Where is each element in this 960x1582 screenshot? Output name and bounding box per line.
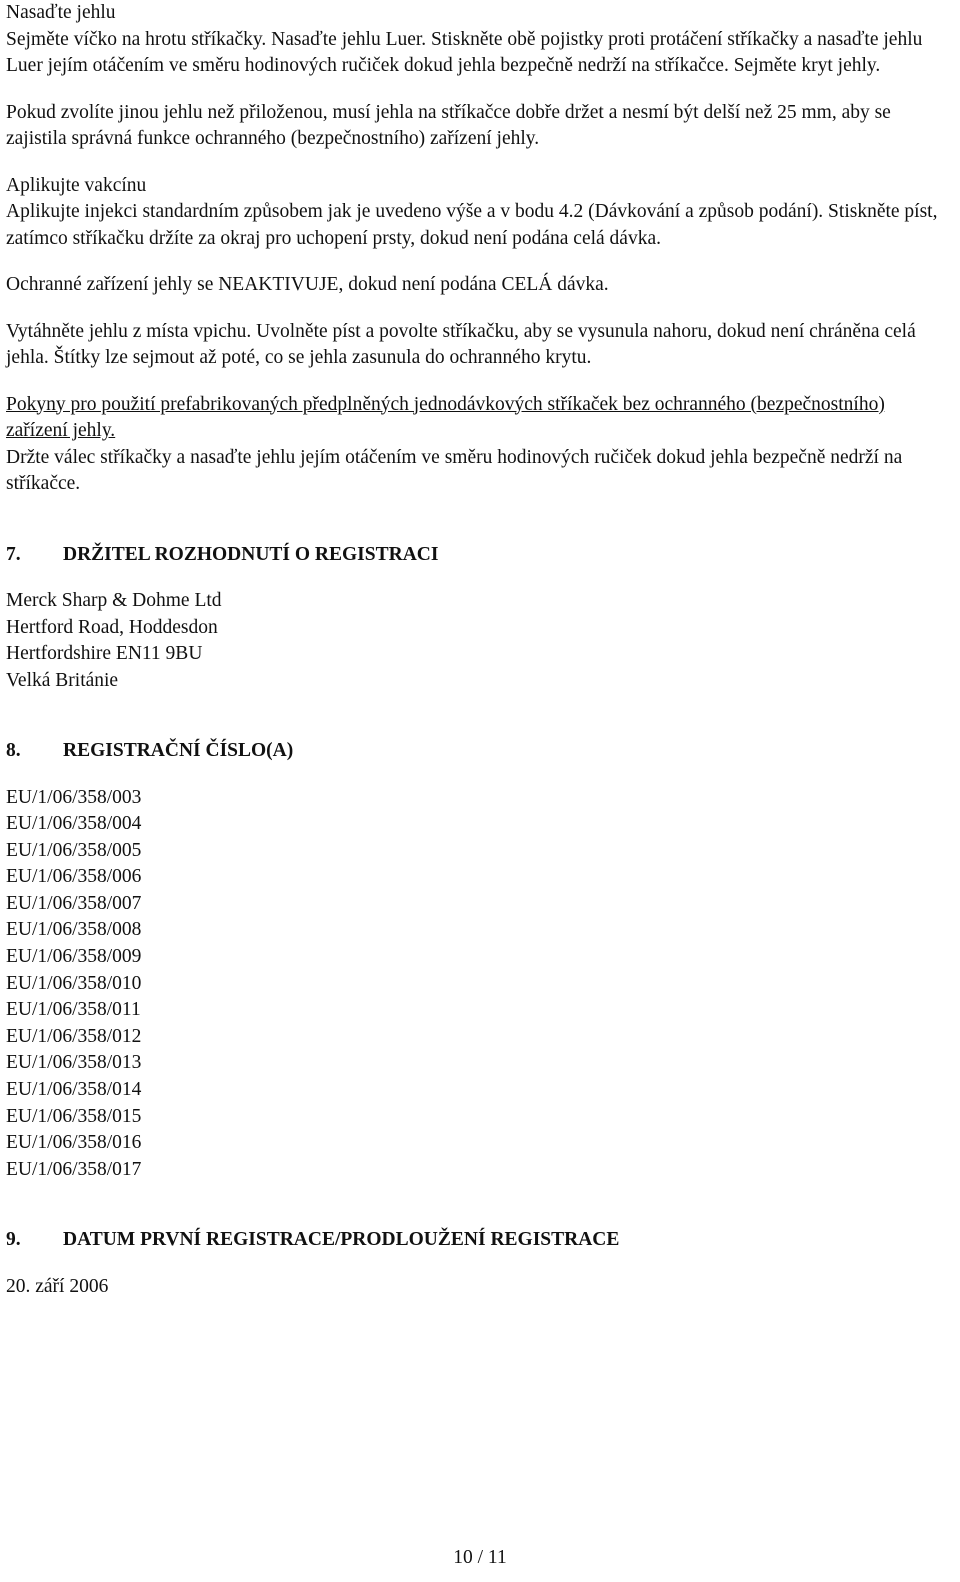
apply-section-title: Aplikujte vakcínu <box>6 174 147 196</box>
needle-section-title: Nasaďte jehlu <box>6 2 116 23</box>
registration-number: EU/1/06/358/015 <box>6 1105 142 1127</box>
section7-title: DRŽITEL ROZHODNUTÍ O REGISTRACI <box>63 543 439 565</box>
section9-heading <box>6 1227 951 1254</box>
section8-title: REGISTRAČNÍ ČÍSLO(A) <box>63 740 294 761</box>
registration-number: EU/1/06/358/012 <box>6 1025 142 1047</box>
section7-number: 7. <box>6 543 21 565</box>
apply-section-text: Aplikujte injekci standardním způsobem jak je uvedeno výše a v bodu 4.2 (Dávkování a způsob podání). Stiskněte píst, zatímco stříkačku držíte za okraj pro uchopení prsty, dokud není podána celá dávka. <box>6 201 938 249</box>
needle-section <box>6 0 951 80</box>
needle-section-text: Sejměte víčko na hrotu stříkačky. Nasaďte jehlu Luer. Stiskněte obě pojistky proti protáčení stříkačky a nasaďte jehlu Luer jejím otáčením ve směru hodinových ručiček dokud jehla bezpečně nedrží na stříkačce. Sejměte kryt jehly. <box>6 28 923 76</box>
registration-number: EU/1/06/358/006 <box>6 866 142 888</box>
section8-heading <box>6 738 951 765</box>
protection-note: Ochranné zařízení jehly se NEAKTIVUJE, dokud není podána CELÁ dávka. <box>6 274 609 295</box>
no-protection-text: Držte válec stříkačky a nasaďte jehlu jejím otáčením ve směru hodinových ručiček dokud jehla bezpečně nedrží na stříkačce. <box>6 446 903 494</box>
needle-note: Pokud zvolíte jinou jehlu než přiloženou, musí jehla na stříkačce dobře držet a nesmí být delší než 25 mm, aby se zajistila správná funkce ochranného (bezpečnostního) zařízení jehly. <box>6 101 891 149</box>
no-protection-section <box>6 392 951 498</box>
registration-number: EU/1/06/358/007 <box>6 892 142 914</box>
registration-number: EU/1/06/358/017 <box>6 1158 142 1180</box>
address-line: Hertfordshire EN11 9BU <box>6 643 203 664</box>
registration-number: EU/1/06/358/009 <box>6 946 142 968</box>
address-line: Velká Británie <box>6 669 119 691</box>
apply-section <box>6 173 951 253</box>
address-line: Merck Sharp & Dohme Ltd <box>6 590 222 611</box>
registration-number: EU/1/06/358/005 <box>6 839 142 861</box>
registration-number: EU/1/06/358/003 <box>6 786 142 808</box>
section7-heading <box>6 542 951 569</box>
registration-number: EU/1/06/358/013 <box>6 1052 142 1074</box>
document-page <box>6 0 951 1300</box>
section9-title: DATUM PRVNÍ REGISTRACE/PRODLOUŽENÍ REGISTRACE <box>63 1229 620 1251</box>
section9-number: 9. <box>6 1229 21 1251</box>
section8-number: 8. <box>6 740 21 761</box>
withdraw-note: Vytáhněte jehlu z místa vpichu. Uvolněte píst a povolte stříkačku, aby se vysunula nahoru, dokud není chráněna celá jehla. Štítky lze sejmout až poté, co se jehla zasunula do ochranného krytu. <box>6 320 916 368</box>
registration-number: EU/1/06/358/004 <box>6 813 142 835</box>
registration-number: EU/1/06/358/014 <box>6 1079 142 1101</box>
registration-number-list <box>6 785 951 1184</box>
registration-date: 20. září 2006 <box>6 1275 109 1297</box>
registration-number: EU/1/06/358/008 <box>6 919 142 941</box>
registration-number: EU/1/06/358/011 <box>6 999 141 1021</box>
registration-number: EU/1/06/358/016 <box>6 1132 142 1154</box>
address-line: Hertford Road, Hoddesdon <box>6 616 218 638</box>
no-protection-title: Pokyny pro použití prefabrikovaných předplněných jednodávkových stříkaček bez ochranného (bezpečnostního) zařízení jehly. <box>6 393 885 441</box>
holder-address <box>6 588 951 694</box>
registration-number: EU/1/06/358/010 <box>6 972 142 994</box>
page-number: 10 / 11 <box>453 1547 507 1568</box>
